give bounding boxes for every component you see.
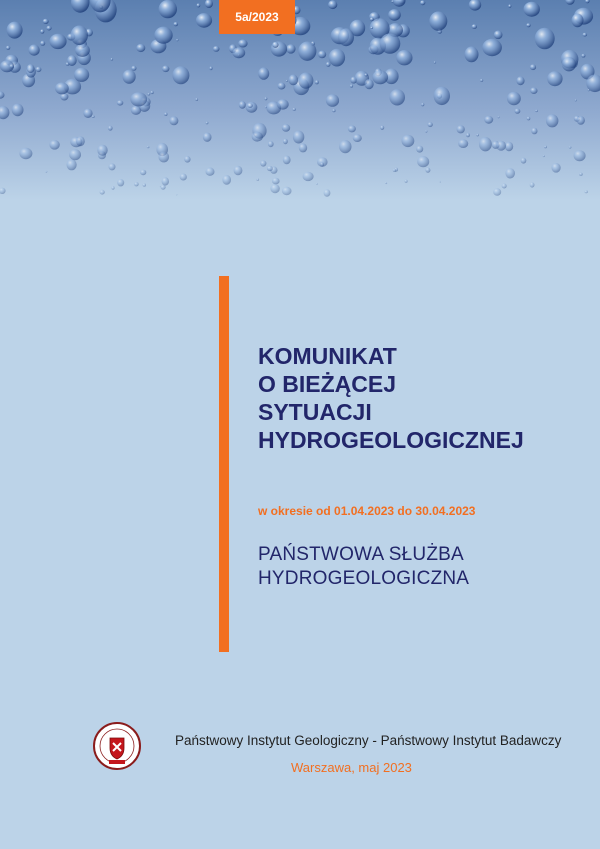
water-droplet <box>143 183 146 187</box>
water-droplet <box>515 109 521 114</box>
water-droplet <box>238 40 247 48</box>
water-droplet <box>272 42 278 48</box>
water-droplet <box>184 156 190 163</box>
water-droplet <box>526 23 530 27</box>
water-droplet <box>131 66 136 71</box>
water-droplet <box>494 31 503 40</box>
water-droplet <box>577 116 585 125</box>
water-droplet <box>562 57 576 71</box>
water-droplet <box>303 172 314 181</box>
water-droplet <box>134 182 139 186</box>
water-droplets-banner <box>0 0 600 200</box>
water-droplet <box>117 100 123 105</box>
water-droplet <box>267 166 273 171</box>
issue-badge: 5a/2023 <box>219 0 295 34</box>
water-droplet <box>530 87 537 94</box>
water-droplet <box>579 173 583 176</box>
water-droplet <box>425 130 427 133</box>
water-droplet <box>380 33 401 53</box>
water-droplet <box>574 150 586 161</box>
water-droplet <box>40 41 45 46</box>
water-droplet <box>272 178 280 185</box>
water-droplet <box>176 194 177 195</box>
water-droplet <box>484 116 493 124</box>
water-droplet <box>476 134 479 137</box>
water-droplet <box>265 97 268 100</box>
water-droplet <box>74 68 89 82</box>
water-droplet <box>496 141 506 151</box>
water-droplet <box>479 137 492 151</box>
water-droplet <box>458 139 468 148</box>
water-droplet <box>258 67 269 79</box>
water-droplet <box>260 160 266 166</box>
water-droplet <box>12 104 24 117</box>
water-droplet <box>457 125 465 133</box>
water-droplet <box>527 117 531 121</box>
water-droplet <box>380 126 384 130</box>
water-droplet <box>162 177 169 185</box>
water-droplet <box>136 44 145 52</box>
water-droplet <box>429 12 447 31</box>
water-droplet <box>283 156 291 165</box>
water-droplet <box>565 0 574 5</box>
water-droplet <box>575 99 577 101</box>
water-droplet <box>55 82 69 94</box>
water-droplet <box>203 133 212 142</box>
water-droplet <box>28 45 39 56</box>
water-droplet <box>222 175 231 185</box>
water-droplet <box>324 189 331 197</box>
water-droplet <box>405 180 408 183</box>
water-droplet <box>421 103 424 106</box>
water-droplet <box>197 3 201 7</box>
water-droplet <box>111 58 114 61</box>
water-droplet <box>252 132 263 142</box>
water-droplet <box>162 66 169 73</box>
water-droplet <box>493 188 501 195</box>
water-droplet <box>100 190 105 195</box>
water-droplet <box>480 79 483 82</box>
water-droplet <box>27 64 35 73</box>
water-droplet <box>507 92 521 106</box>
water-droplet <box>466 133 470 137</box>
water-droplet <box>298 42 316 61</box>
water-droplet <box>543 155 545 157</box>
water-droplet <box>583 33 588 37</box>
water-droplet <box>572 14 584 28</box>
water-droplet <box>372 70 388 84</box>
water-droplet <box>151 91 154 94</box>
water-droplet <box>585 190 588 193</box>
water-droplet <box>535 110 538 113</box>
water-droplet <box>416 146 423 153</box>
water-droplet <box>195 98 198 101</box>
water-droplet <box>402 135 415 147</box>
water-droplet <box>92 115 95 118</box>
water-droplet <box>174 22 179 26</box>
water-droplet <box>286 44 295 53</box>
water-droplet <box>365 79 374 89</box>
water-droplet <box>524 2 540 17</box>
water-droplet <box>396 50 412 65</box>
water-droplet <box>0 188 6 194</box>
water-droplet <box>298 73 313 89</box>
water-droplet <box>282 187 292 195</box>
water-droplet <box>286 80 288 82</box>
water-droplet <box>76 136 85 146</box>
water-droplet <box>440 181 441 183</box>
water-droplet <box>83 109 92 118</box>
water-droplet <box>282 124 290 132</box>
water-droplet <box>172 66 189 84</box>
water-droplet <box>75 44 90 57</box>
water-droplet <box>117 179 124 186</box>
water-droplet <box>6 46 10 50</box>
water-droplet <box>320 162 324 166</box>
water-droplet <box>348 125 356 132</box>
water-droplet <box>265 106 267 108</box>
water-droplet <box>530 182 535 187</box>
water-droplet <box>544 146 547 149</box>
water-droplet <box>147 93 150 95</box>
institute-name: Państwowy Instytut Geologiczny - Państwowy Instytut Badawczy <box>175 733 562 748</box>
water-droplet <box>508 4 511 7</box>
water-droplet <box>169 116 178 125</box>
water-droplet <box>232 47 245 58</box>
water-droplet <box>531 128 537 135</box>
water-droplet <box>108 126 113 131</box>
water-droplet <box>123 70 136 84</box>
water-droplet <box>196 13 212 28</box>
water-droplet <box>19 148 32 159</box>
water-droplet <box>385 182 387 184</box>
water-droplet <box>339 140 351 153</box>
water-droplet <box>109 163 116 170</box>
water-droplet <box>147 146 150 148</box>
water-droplet <box>213 46 220 52</box>
water-droplet <box>71 0 89 13</box>
water-droplet <box>111 186 114 190</box>
water-droplet <box>97 145 107 156</box>
water-droplets-image <box>0 0 600 200</box>
water-droplet <box>46 26 51 31</box>
water-droplet <box>268 141 274 147</box>
water-droplet <box>316 183 318 185</box>
water-droplet <box>49 34 66 49</box>
water-droplet <box>315 80 319 84</box>
water-droplet <box>498 116 500 118</box>
water-droplet <box>7 22 23 39</box>
water-droplet <box>293 108 296 111</box>
water-droplet <box>270 184 279 193</box>
water-droplet <box>417 156 429 167</box>
water-droplet <box>67 159 77 170</box>
water-droplet <box>71 26 88 46</box>
water-droplet <box>43 19 49 24</box>
water-droplet <box>180 174 187 181</box>
water-droplet <box>472 24 477 29</box>
water-droplet <box>328 0 337 9</box>
water-droplet <box>389 89 405 105</box>
water-droplet <box>350 84 353 88</box>
water-droplet <box>277 99 289 109</box>
water-droplet <box>516 76 524 85</box>
water-droplet <box>469 0 481 11</box>
water-droplet <box>420 0 425 5</box>
water-droplet <box>299 143 307 152</box>
service-name: PAŃSTWOWA SŁUŻBA HYDROGEOLOGICZNA <box>258 544 470 589</box>
water-droplet <box>505 142 513 151</box>
water-droplet <box>434 61 436 63</box>
water-droplet <box>154 27 172 44</box>
water-droplet <box>530 64 536 70</box>
water-droplet <box>130 92 147 106</box>
water-droplet <box>521 158 527 164</box>
water-droplet <box>364 73 367 76</box>
water-droplet <box>329 49 345 67</box>
water-droplet <box>67 55 77 66</box>
water-droplet <box>535 28 555 50</box>
water-droplet <box>45 171 47 173</box>
water-droplet <box>206 122 209 125</box>
water-droplet <box>159 186 160 187</box>
water-droplet <box>326 94 339 107</box>
water-droplet <box>161 185 166 190</box>
water-droplet <box>209 66 212 70</box>
water-droplet <box>588 89 590 91</box>
water-droplet <box>234 166 243 175</box>
water-droplet <box>239 101 246 109</box>
water-droplet <box>465 47 479 63</box>
water-droplet <box>393 0 406 7</box>
water-droplet <box>283 139 288 145</box>
water-droplet <box>10 64 14 68</box>
water-droplet <box>428 122 433 127</box>
water-droplet <box>318 51 326 59</box>
water-droplet <box>388 9 401 21</box>
water-droplet <box>40 29 44 33</box>
water-droplet <box>552 163 561 173</box>
water-droplet <box>159 0 177 18</box>
water-droplet <box>36 67 42 72</box>
water-droplet <box>502 184 507 189</box>
water-droplet <box>581 54 585 58</box>
water-droplet <box>0 106 9 119</box>
water-droplet <box>326 62 331 67</box>
water-droplet <box>393 169 396 172</box>
water-droplet <box>434 87 450 105</box>
document-title: KOMUNIKAT O BIEŻĄCEJ SYTUACJI HYDROGEOLOGICZNEJ <box>258 343 524 453</box>
water-droplet <box>505 168 515 178</box>
water-droplet <box>206 168 215 176</box>
water-droplet <box>278 83 286 90</box>
water-droplet <box>247 103 252 108</box>
water-droplet <box>205 0 213 8</box>
water-droplet <box>49 140 59 150</box>
water-droplet <box>569 146 572 148</box>
water-droplet <box>159 152 170 163</box>
water-droplet <box>256 178 259 181</box>
water-droplet <box>338 28 354 46</box>
water-droplet <box>425 168 430 173</box>
place-date: Warszawa, maj 2023 <box>291 760 412 775</box>
water-droplet <box>164 112 167 116</box>
water-droplet <box>353 134 362 142</box>
period-text: w okresie od 01.04.2023 do 30.04.2023 <box>258 504 476 518</box>
water-droplet <box>0 91 5 99</box>
water-droplet <box>547 71 562 86</box>
water-droplet <box>69 149 81 160</box>
water-droplet <box>140 170 146 176</box>
water-droplet <box>176 39 178 41</box>
water-droplet <box>289 75 299 86</box>
water-droplet <box>293 131 304 144</box>
water-droplet <box>585 0 589 3</box>
water-droplet <box>482 39 502 56</box>
institute-seal-logo <box>92 721 142 771</box>
accent-bar <box>219 276 229 652</box>
water-droplet <box>332 109 335 112</box>
water-droplet <box>546 114 558 127</box>
water-droplet <box>370 27 373 29</box>
